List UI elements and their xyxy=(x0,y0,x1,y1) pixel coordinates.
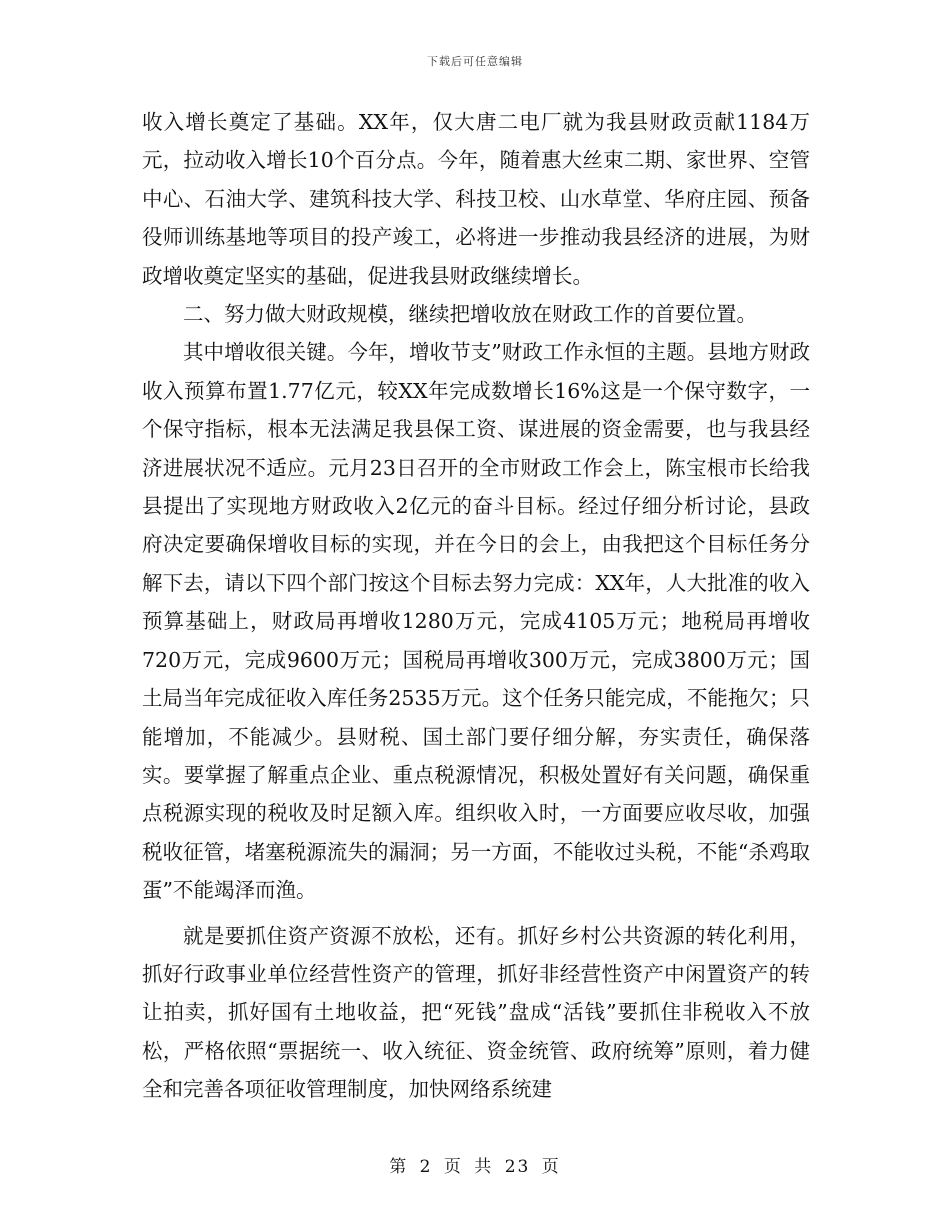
section-heading: 二、努力做大财政规模，继续把增收放在财政工作的首要位置。 xyxy=(183,302,757,327)
page-header: 下载后可任意编辑 xyxy=(427,55,523,68)
paragraph-asset-resources: 就是要抓住资产资源不放松，还有。抓好乡村公共资源的转化利用，抓好行政事业单位经营性资产的管理，抓好非经营性资产中闲置资产的转让拍卖，抓好国有土地收益，把“死钱”盘成“活钱”要抓住非税收入不放松，严格依照“票据统一、收入统征、资金统管、政府统筹”原则，着力健全和完善各项征收管理制度，加快网络系统建 xyxy=(142,923,810,1102)
document-body xyxy=(142,103,810,1109)
page-number-footer: 第 2 页 共 23 页 xyxy=(389,1157,561,1177)
paragraph-revenue-growth: 其中增收很关键。今年，增收节支”财政工作永恒的主题。县地方财政收入预算布置1.77亿元，较XX年完成数增长16%这是一个保守数字，一个保守指标，根本无法满足我县保工资、谋进展的资金需要，也与我县经济进展状况不适应。元月23日召开的全市财政工作会上，陈宝根市长给我县提出了实现地方财政收入2亿元的奋斗目标。经过仔细分析讨论，县政府决定要确保增收目标的实现，并在今日的会上，由我把这个目标任务分解下去，请以下四个部门按这个目标去努力完成：XX年，人大批准的收入预算基础上，财政局再增收1280万元，完成4105万元；地税局再增收720万元，完成9600万元；国税局再增收300万元，完成3800万元；国土局当年完成征收入库任务2535万元。这个任务只能完成，不能拖欠；只能增加，不能减少。县财税、国土部门要仔细分解，夯实责任，确保落实。要掌握了解重点企业、重点税源情况，积极处置好有关问题，确保重点税源实现的税收及时足额入库。组织收入时，一方面要应收尽收，加强税收征管，堵塞税源流失的漏洞；另一方面，不能收过头税，不能“杀鸡取蛋”不能竭泽而渔。 xyxy=(142,340,810,903)
paragraph-continuation: 收入增长奠定了基础。XX年，仅大唐二电厂就为我县财政贡献1184万元，拉动收入增长10个百分点。今年，随着惠大丝束二期、家世界、空管中心、石油大学、建筑科技大学、科技卫校、山水草堂、华府庄园、预备役师训练基地等项目的投产竣工，必将进一步推动我县经济的进展，为财政增收奠定坚实的基础，促进我县财政继续增长。 xyxy=(142,110,810,288)
